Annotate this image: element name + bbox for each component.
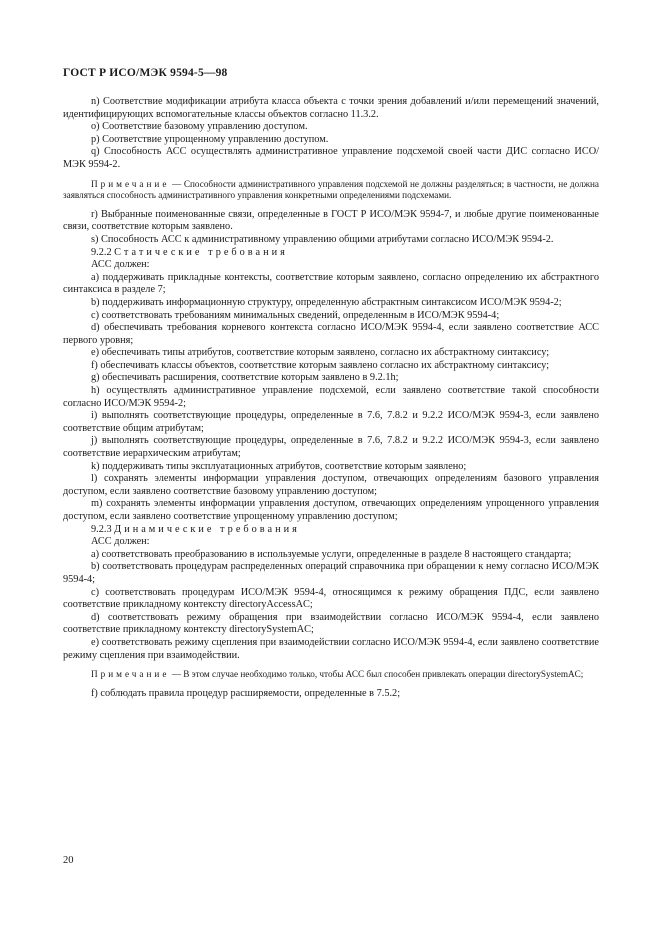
item-q: q) Способность АСС осуществлять административное управление подсхемой своей части ДИС согласно ИСО/МЭК 9594-2. bbox=[63, 146, 599, 170]
note-1-text: — Способности административного управления подсхемой не должны разделяться; в частности, не должна заявляться способность административного управления конкретными определениями подсхемами. bbox=[63, 178, 599, 201]
static-item-e: e) обеспечивать типы атрибутов, соответствие которым заявлено, согласно их абстрактному синтаксису; bbox=[91, 347, 550, 359]
static-item-k: k) поддерживать типы эксплуатационных атрибутов, соответствие которым заявлено; bbox=[91, 460, 467, 472]
section-9-2-2-heading bbox=[63, 247, 599, 260]
document-body bbox=[63, 96, 599, 700]
static-item-l: l) сохранять элементы информации управления доступом, отвечающих определениям базового управления доступом, если заявлено соответствие базовому управлению доступом; bbox=[63, 473, 599, 497]
dynamic-item-a: a) соответствовать преобразованию в используемые услуги, определенные в разделе 8 настоящего стандарта; bbox=[91, 548, 572, 560]
static-item-c: c) соответствовать требованиям минимальных сведений, определенным в ИСО/МЭК 9594-4; bbox=[91, 309, 500, 321]
item-n: n) Соответствие модификации атрибута класса объекта с точки зрения добавлений и/или перемещений значений, идентифицирующих вспомогательные классы объектов согласно 11.3.2. bbox=[63, 96, 599, 120]
section-9-2-3-heading bbox=[63, 524, 599, 537]
section-9-2-2-title: Статические требования bbox=[114, 246, 288, 258]
section-9-2-3-intro: АСС должен: bbox=[91, 536, 150, 548]
section-9-2-3-title: Динамические требования bbox=[114, 523, 300, 535]
item-s: s) Способность АСС к административному управлению общими атрибутами согласно ИСО/МЭК 9594-2. bbox=[91, 233, 554, 245]
static-item-d: d) обеспечивать требования корневого контекста согласно ИСО/МЭК 9594-4, если заявлено соответствие АСС первого уровня; bbox=[63, 322, 599, 346]
note-1-label: Примечание bbox=[91, 178, 170, 189]
section-9-2-3-number: 9.2.3 bbox=[91, 523, 115, 535]
static-item-m: m) сохранять элементы информации управления доступом, отвечающих определениям упрощенного управления доступом, если заявлено соответствие упрощенному управлению доступом; bbox=[63, 498, 599, 522]
static-item-a: a) поддерживать прикладные контексты, соответствие которым заявлено, согласно определению их абстрактного синтаксиса в разделе 7; bbox=[63, 271, 599, 296]
static-item-j: j) выполнять соответствующие процедуры, определенные в 7.6, 7.8.2 и 9.2.2 ИСО/МЭК 9594-3, если заявлено соответствие иерархическим атрибутам; bbox=[63, 435, 599, 460]
section-9-2-2-number: 9.2.2 bbox=[91, 246, 115, 258]
dynamic-item-d: d) соответствовать режиму обращения при взаимодействии согласно ИСО/МЭК 9594-4, если заявлено соответствие прикладному контексту directorySystemAC; bbox=[63, 611, 599, 636]
item-r: r) Выбранные поименованные связи, определенные в ГОСТ Р ИСО/МЭК 9594-7, и любые другие поименованные связи, соответствие которым заявлено. bbox=[63, 208, 599, 233]
static-item-i: i) выполнять соответствующие процедуры, определенные в 7.6, 7.8.2 и 9.2.2 ИСО/МЭК 9594-3, если заявлено соответствие общим атрибутам; bbox=[63, 410, 599, 434]
note-2-text: — В этом случае необходимо только, чтобы АСС был способен привлекать операции directorySystemAC; bbox=[169, 669, 584, 680]
page-number: 20 bbox=[63, 855, 74, 866]
dynamic-item-b: b) соответствовать процедурам распределенных операций справочника при обращении к нему согласно ИСО/МЭК 9594-4; bbox=[63, 561, 599, 585]
static-item-f: f) обеспечивать классы объектов, соответствие которым заявлено согласно их абстрактному синтаксису; bbox=[91, 359, 550, 371]
static-item-b: b) поддерживать информационную структуру, определенную абстрактным синтаксисом ИСО/МЭК 9594-2; bbox=[91, 296, 562, 308]
note-2 bbox=[63, 669, 599, 681]
dynamic-item-e: e) соответствовать режиму сцепления при взаимодействии согласно ИСО/МЭК 9594-4, если заявлено соответствие режиму сцепления при взаимодействии. bbox=[63, 636, 599, 661]
static-item-h: h) осуществлять административное управление подсхемой, если заявлено соответствие такой способности согласно ИСО/МЭК 9594-2; bbox=[63, 385, 599, 409]
document-header: ГОСТ Р ИСО/МЭК 9594-5—98 bbox=[63, 67, 228, 79]
dynamic-item-c: c) соответствовать процедурам ИСО/МЭК 9594-4, относящимся к режиму обращения ПДС, если заявлено соответствие прикладному контексту directoryAccessAC; bbox=[63, 586, 599, 611]
dynamic-item-f: f) соблюдать правила процедур расширяемости, определенные в 7.5.2; bbox=[91, 687, 401, 699]
note-1 bbox=[63, 179, 599, 202]
item-p: p) Соответствие упрощенному управлению доступом. bbox=[91, 133, 329, 145]
item-o: o) Соответствие базовому управлению доступом. bbox=[91, 121, 308, 133]
note-2-label: Примечание bbox=[91, 669, 170, 680]
section-9-2-2-intro: АСС должен: bbox=[91, 259, 150, 271]
static-item-g: g) обеспечивать расширения, соответствие которым заявлено в 9.2.1h; bbox=[91, 372, 399, 384]
